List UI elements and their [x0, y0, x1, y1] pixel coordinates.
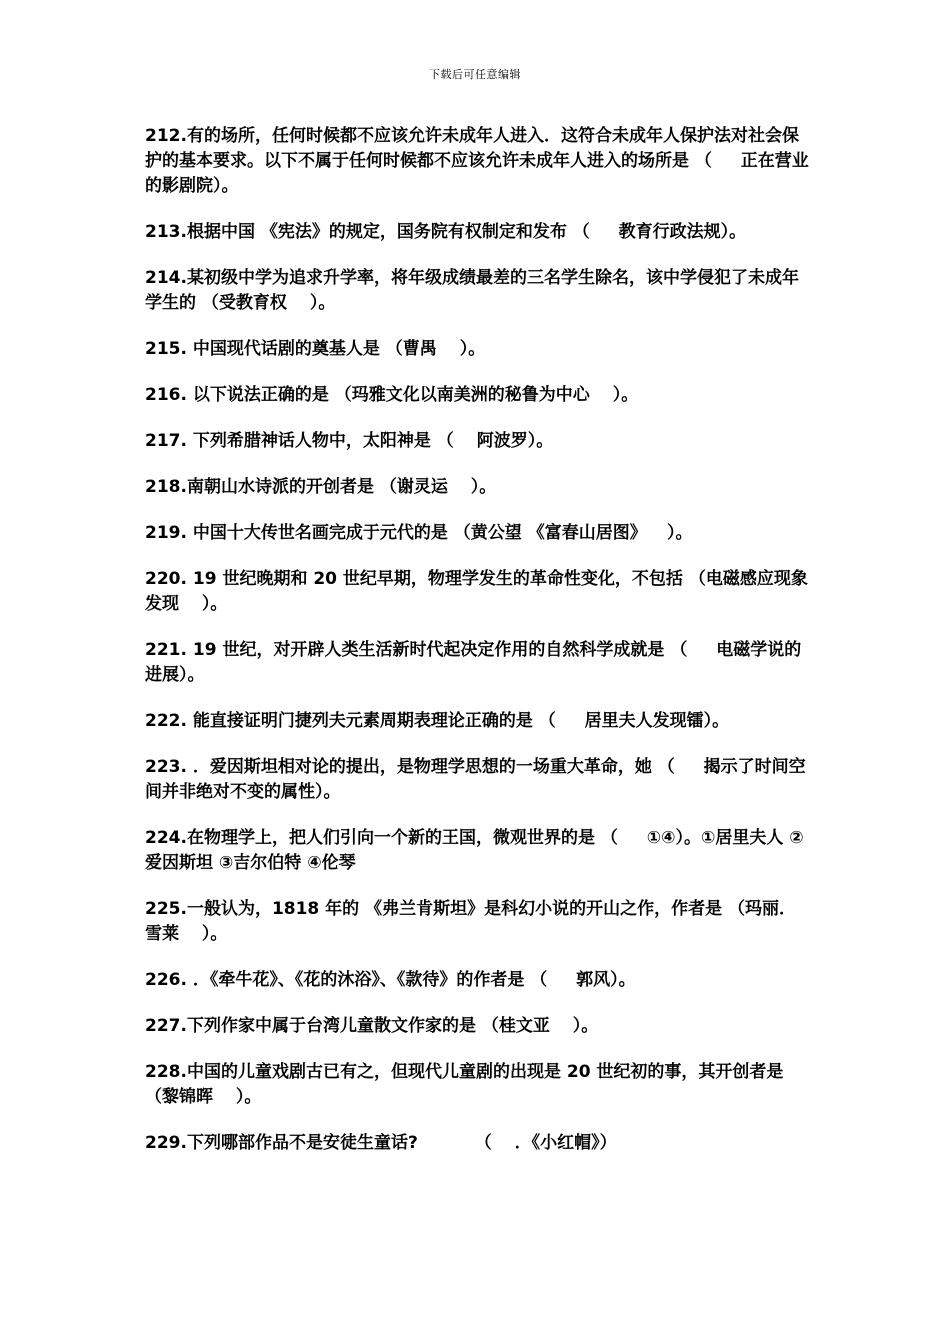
question-list: [145, 124, 810, 1177]
question-227: 227.下列作家中属于台湾儿童散文作家的是 （桂文亚 ）。: [145, 1016, 599, 1036]
question-221: 221. 19 世纪，对开辟人类生活新时代起决定作用的自然科学成就是 （ 电磁学说的进展）。: [145, 640, 802, 685]
question-226: 226. ．《牵牛花》、《花的沐浴》、《款待》的作者是 （ 郭风）。: [145, 970, 636, 990]
question-229: 229.下列哪部作品不是安徒生童话? （ ．《小红帽》）: [145, 1133, 617, 1153]
question-213: 213.根据中国 《宪法》的规定，国务院有权制定和发布 （ 教育行政法规）。: [145, 222, 747, 242]
question-214: 214.某初级中学为追求升学率，将年级成绩最差的三名学生除名，该中学侵犯了未成年学生的 （受教育权 ）。: [145, 268, 799, 313]
question-212: 212.有的场所，任何时候都不应该允许未成年人进入．这符合未成年人保护法对社会保护的基本要求。以下不属于任何时候都不应该允许未成年人进入的场所是 （ 正在营业的影剧院）。: [145, 126, 809, 196]
question-228: 228.中国的儿童戏剧古已有之，但现代儿童剧的出现是 20 世纪初的事，其开创者是 （黎锦晖 ）。: [145, 1062, 790, 1107]
question-216: 216. 以下说法正确的是 （玛雅文化以南美洲的秘鲁为中心 ）。: [145, 385, 639, 405]
question-222: 222. 能直接证明门捷列夫元素周期表理论正确的是 （ 居里夫人发现镭）。: [145, 711, 730, 731]
question-215: 215. 中国现代话剧的奠基人是 （曹禺 ）。: [145, 339, 486, 359]
question-223: 223. ．爱因斯坦相对论的提出，是物理学思想的一场重大革命，她 （ 揭示了时间空间并非绝对不变的属性）。: [145, 757, 806, 802]
question-218: 218.南朝山水诗派的开创者是 （谢灵运 ）。: [145, 477, 497, 497]
question-217: 217. 下列希腊神话人物中，太阳神是 （ 阿波罗）。: [145, 431, 554, 451]
question-224: 224.在物理学上，把人们引向一个新的王国，微观世界的是 （ ①④）。①居里夫人 ②爱因斯坦 ③吉尔伯特 ④伦琴: [145, 828, 804, 873]
question-225: 225.一般认为，1818 年的 《弗兰肯斯坦》是科幻小说的开山之作，作者是 （玛丽．雪莱 ）。: [145, 899, 797, 944]
page-header: 下载后可任意编辑: [429, 68, 521, 81]
question-220: 220. 19 世纪晚期和 20 世纪早期，物理学发生的革命性变化，不包括 （电磁感应现象发现 ）。: [145, 569, 808, 614]
question-219: 219. 中国十大传世名画完成于元代的是 （黄公望 《富春山居图》 ）。: [145, 523, 693, 543]
